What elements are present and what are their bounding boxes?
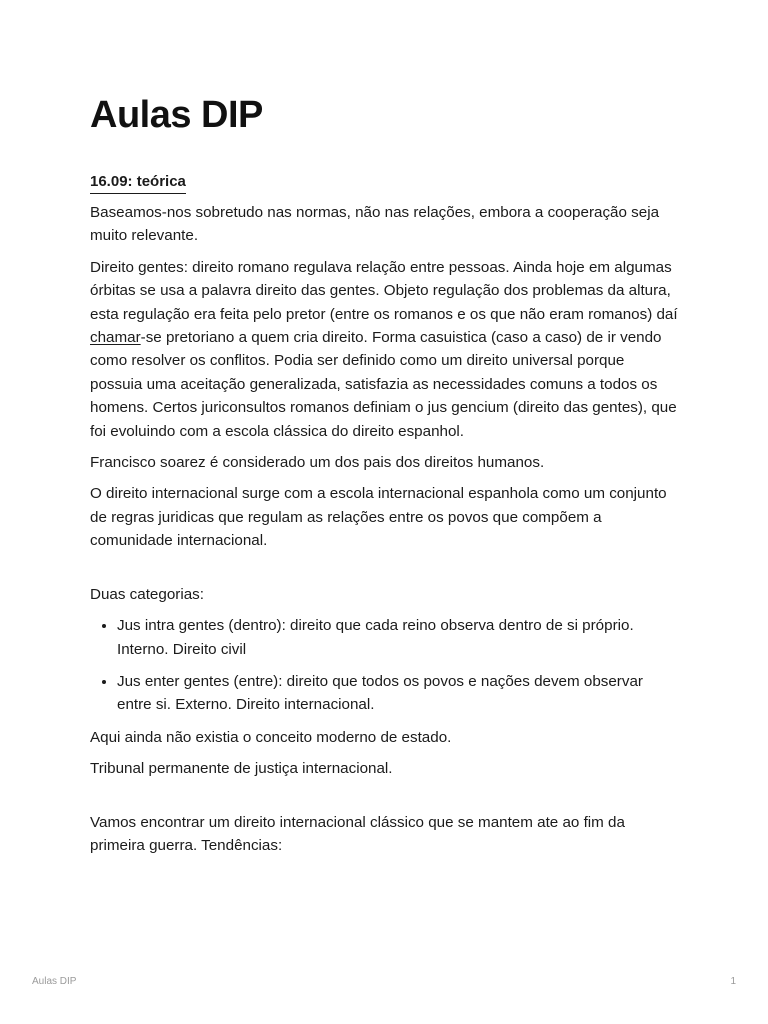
blank-line <box>90 789 680 811</box>
paragraph <box>90 256 680 443</box>
document-body <box>90 201 680 865</box>
list-item: • Jus enter gentes (entre): direito que todos os povos e nações devem observar entre si. Externo. Direito internacional. <box>117 670 680 717</box>
section-heading: 16.09: teórica <box>90 171 186 194</box>
paragraph-text: -se pretoriano a quem cria direito. Forma casuistica (caso a caso) de ir vendo como resolver os conflitos. Podia ser definido como um direito universal porque possuia uma aceitação generalizada, satisfazia as necessidades comuns a todos os homens. Certos juriconsultos romanos definiam o jus gencium (direito das gentes), que foi evoluindo com a escola clássica do direito espanhol. <box>90 329 677 440</box>
list-item: • Jus intra gentes (dentro): direito que cada reino observa dentro de si próprio. Interno. Direito civil <box>117 614 680 661</box>
paragraph: Francisco soarez é considerado um dos pais dos direitos humanos. <box>90 454 545 472</box>
paragraph-text: Direito gentes: direito romano regulava relação entre pessoas. Ainda hoje em algumas órbitas se usa a palavra direito das gentes. Objeto regulação dos problemas da altura, esta regulação era feita pelo pretor (entre os romanos e os que não eram romanos) daí <box>90 258 678 323</box>
paragraph: Tribunal permanente de justiça internacional. <box>90 760 393 778</box>
paragraph: Duas categorias: <box>90 585 204 603</box>
paragraph: O direito internacional surge com a escola internacional espanhola como um conjunto de regras juridicas que regulam as relações entre os povos que compõem a comunidade internacional. <box>90 485 667 550</box>
page-number: 1 <box>730 976 736 987</box>
paragraph: Baseamos-nos sobretudo nas normas, não nas relações, embora a cooperação seja muito relevante. <box>90 204 660 245</box>
bullet-list <box>90 614 680 717</box>
footer-title: Aulas DIP <box>32 976 77 987</box>
blank-line <box>90 561 680 583</box>
page-title: Aulas DIP <box>90 94 263 136</box>
paragraph: Aqui ainda não existia o conceito moderno de estado. <box>90 728 452 746</box>
paragraph: Vamos encontrar um direito internacional clássico que se mantem ate ao fim da primeira guerra. Tendências: <box>90 813 625 854</box>
inline-link[interactable]: chamar <box>90 329 141 347</box>
